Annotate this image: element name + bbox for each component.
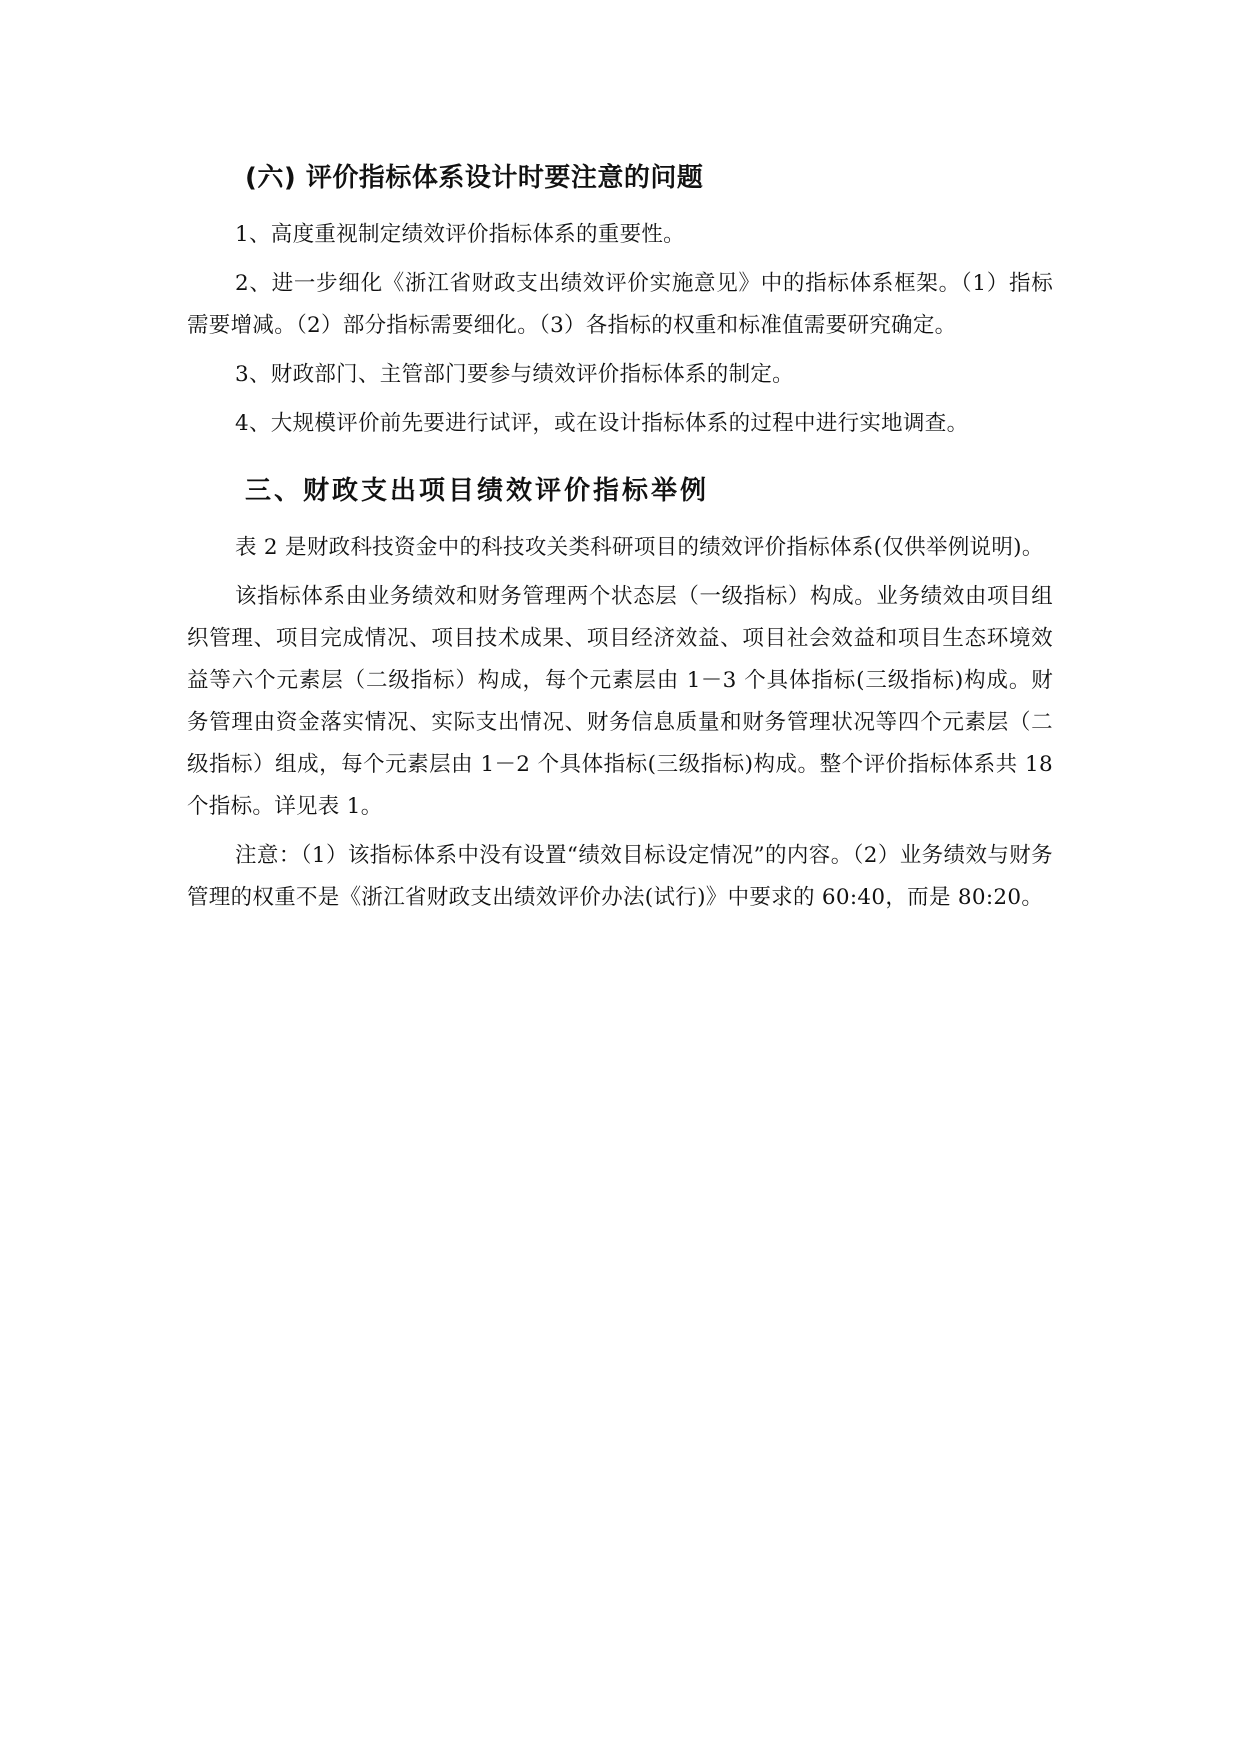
section-3-paragraph-2: 该指标体系由业务绩效和财务管理两个状态层（一级指标）构成。业务绩效由项目组织管理、项目完成情况、项目技术成果、项目经济效益、项目社会效益和项目生态环境效益等六个元素层（二级指标）构成，每个元素层由 1－3 个具体指标(三级指标)构成。财务管理由资金落实情况、实际支出情况、财务信息质量和财务管理状况等四个元素层（二级指标）组成，每个元素层由 1－2 个具体指标(三级指标)构成。整个评价指标体系共 18 个指标。详见表 1。 — [187, 584, 1053, 819]
section-6-item-3: 3、财政部门、主管部门要参与绩效评价指标体系的制定。 — [235, 362, 794, 387]
section-6-item-2: 2、进一步细化《浙江省财政支出绩效评价实施意见》中的指标体系框架。（1）指标需要增减。（2）部分指标需要细化。（3）各指标的权重和标准值需要研究确定。 — [187, 271, 1053, 338]
section-6-item-4: 4、大规模评价前先要进行试评，或在设计指标体系的过程中进行实地调查。 — [235, 411, 969, 436]
section-6-heading: (六) 评价指标体系设计时要注意的问题 — [245, 163, 704, 193]
section-3-paragraph-1: 表 2 是财政科技资金中的科技攻关类科研项目的绩效评价指标体系(仅供举例说明)。 — [235, 535, 1044, 560]
section-6-item-1: 1、高度重视制定绩效评价指标体系的重要性。 — [235, 222, 685, 247]
section-3-heading: 三、财政支出项目绩效评价指标举例 — [245, 476, 710, 506]
page-content — [187, 158, 1053, 919]
section-3-paragraph-3: 注意：（1）该指标体系中没有设置“绩效目标设定情况”的内容。（2）业务绩效与财务管理的权重不是《浙江省财政支出绩效评价办法(试行)》中要求的 60:40，而是 80:20。 — [187, 843, 1053, 910]
